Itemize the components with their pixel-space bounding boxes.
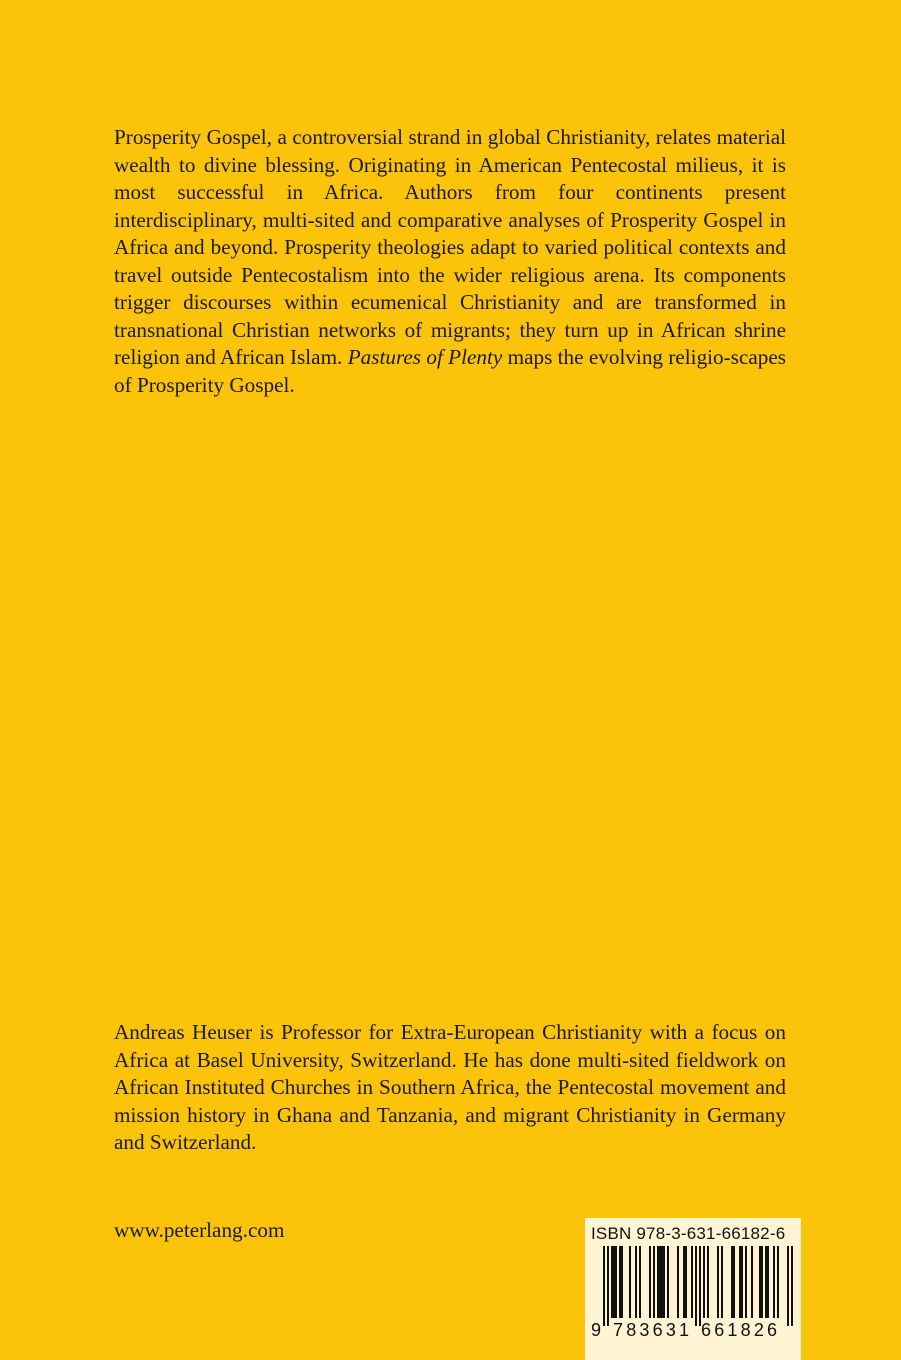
- barcode-bar: [765, 1246, 767, 1318]
- barcode-left-digits: 783631: [613, 1320, 693, 1340]
- barcode-bar: [699, 1246, 701, 1326]
- barcode-bar: [739, 1246, 741, 1318]
- barcode-bar: [773, 1246, 775, 1318]
- barcode-bar: [761, 1246, 763, 1318]
- barcode-bar: [611, 1246, 613, 1318]
- barcode-bar: [659, 1246, 661, 1318]
- barcode-bar: [767, 1246, 769, 1318]
- barcode-bar: [777, 1246, 779, 1318]
- barcode-bar: [683, 1246, 685, 1318]
- blurb-text-end: maps the evolving religio-scapes of Prosperity Gospel.: [114, 345, 786, 397]
- barcode-bar: [649, 1246, 651, 1318]
- back-cover-blurb: [114, 124, 786, 399]
- author-bio: Andreas Heuser is Professor for Extra-European Christianity with a focus on Africa at Basel University, Switzerland. He has done multi-sited fieldwork on African Instituted Churches in Southern Africa, the Pentecostal movement and mission history in Ghana and Tanzania, and migrant Christianity in Germany and Switzerland.: [114, 1020, 786, 1154]
- barcode-bar: [621, 1246, 623, 1318]
- barcode-bar: [733, 1246, 735, 1318]
- barcode-bar: [639, 1246, 641, 1318]
- barcode-bar: [607, 1246, 609, 1326]
- isbn-barcode-panel: [585, 1218, 801, 1360]
- blurb-text-start: Prosperity Gospel, a controversial strand in global Christianity, relates material wealth to divine blessing. Originating in American Pentecostal milieus, it is most successful in Africa. Authors from four continents present interdisciplinary, multi-sited and comparative analyses of Prosperity Gospel in Africa and beyond. Prosperity theologies adapt to varied political contexts and travel outside Pentecostalism into the wider religious arena. Its components trigger discourses within ecumenical Christianity and are transformed in transnational Christian networks of migrants; they turn up in African shrine religion and African Islam.: [114, 125, 786, 369]
- barcode-bar: [661, 1246, 663, 1318]
- book-title-italic: Pastures of Plenty: [347, 345, 503, 369]
- barcode-bar: [731, 1246, 733, 1318]
- barcode-bar: [741, 1246, 743, 1318]
- barcode-bar: [703, 1246, 705, 1318]
- barcode-bar: [629, 1246, 631, 1318]
- barcode-bar: [667, 1246, 669, 1318]
- barcode-bar: [695, 1246, 697, 1326]
- barcode-bar: [657, 1246, 659, 1318]
- barcode-bar: [745, 1246, 747, 1318]
- barcode-bar: [603, 1246, 605, 1326]
- barcode-bar: [619, 1246, 621, 1318]
- barcode-right-digits: 661826: [701, 1320, 781, 1340]
- barcode-bar: [663, 1246, 665, 1318]
- barcode-bar: [653, 1246, 655, 1318]
- publisher-website: www.peterlang.com: [114, 1218, 285, 1242]
- barcode-bar: [717, 1246, 719, 1318]
- barcode-bar: [787, 1246, 789, 1326]
- barcode-bar: [613, 1246, 615, 1318]
- barcode-bar: [707, 1246, 709, 1318]
- isbn-label: ISBN 978-3-631-66182-6: [591, 1224, 786, 1243]
- barcode-icon: [585, 1246, 801, 1326]
- barcode-bar: [751, 1246, 753, 1318]
- barcode-bar: [721, 1246, 723, 1318]
- barcode-bar: [615, 1246, 617, 1318]
- barcode-bar: [691, 1246, 693, 1318]
- barcode-first-digit: 9: [591, 1320, 602, 1340]
- barcode-bar: [759, 1246, 761, 1318]
- barcode-bar: [677, 1246, 679, 1318]
- barcode-bar: [685, 1246, 687, 1318]
- barcode-bar: [791, 1246, 793, 1326]
- barcode-bar: [635, 1246, 637, 1318]
